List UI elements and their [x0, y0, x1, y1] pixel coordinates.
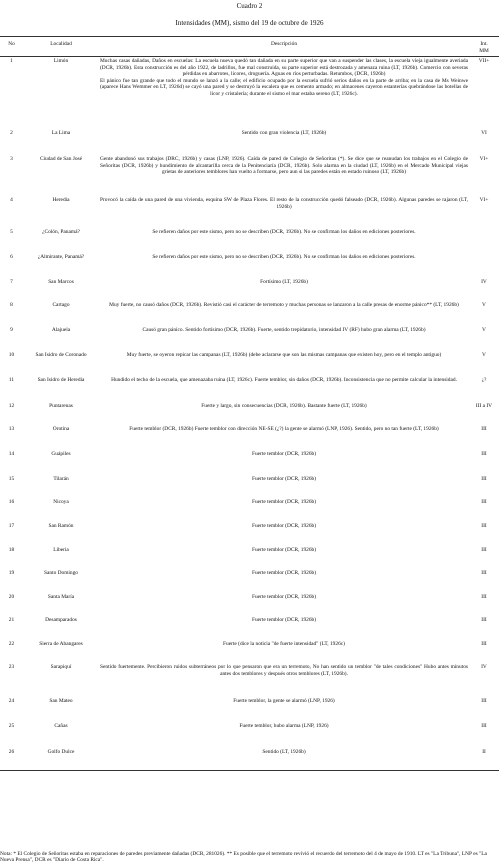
row-intensidad: III: [481, 570, 487, 576]
row-descripcion: Fuerte temblor, la gente se alarmó (LNP, 1926): [233, 698, 335, 704]
row-intensidad: IV: [481, 279, 487, 285]
row-number: 20: [8, 594, 15, 600]
row-intensidad: VII+: [478, 58, 490, 64]
table-row: [0, 400, 499, 423]
row-localidad: La Lima: [51, 130, 71, 136]
table-note: Nota: * El Colegio de Señoritas estaba en reparaciones de paredes previamente dañadas (DCR, 281026). ** Es posible que el terremoto revivió el recuerdo del terremoto del 4 de mayo de 1910. LT es "La Tribuna", LNP es "La Nueva Prensa", DCR es "Diario de Costa Rica".: [0, 851, 487, 864]
row-descripcion: Fuerte temblor (DCR, 1926b): [251, 570, 317, 576]
row-intensidad: III: [481, 451, 487, 457]
row-localidad: Nicoya: [53, 499, 69, 505]
row-localidad: San Isidro de Coronado: [35, 352, 87, 358]
table-row: [0, 324, 499, 349]
table-row: [0, 591, 499, 614]
row-number: 14: [8, 451, 15, 457]
table-row: [0, 473, 499, 496]
row-intensidad: III: [481, 523, 487, 529]
table-row: [0, 520, 499, 544]
row-localidad: Guápiles: [51, 451, 71, 457]
row-number: 17: [8, 523, 15, 529]
row-localidad: Puntarenas: [49, 403, 73, 409]
row-number: 26: [8, 749, 15, 755]
table-row: [0, 614, 499, 638]
row-localidad: Golfo Dulce: [47, 749, 75, 755]
row-intensidad: VI+: [479, 156, 489, 162]
row-intensidad: V: [482, 327, 486, 333]
row-number: 1: [10, 58, 13, 64]
row-number: 11: [8, 377, 15, 383]
row-number: 15: [8, 476, 15, 482]
row-localidad: Sarapiquí: [50, 664, 72, 670]
table-row: [0, 423, 499, 448]
row-intensidad: III: [481, 594, 487, 600]
row-localidad: Cañas: [54, 723, 68, 729]
row-descripcion: Muy fuerte, se oyeron repicar las campanas (LT, 1926b) (debe aclararse que son las mismas campanas que existen hoy, pero en el templo antiguo): [126, 352, 442, 358]
row-intensidad: III: [481, 426, 487, 432]
row-descripcion: Fuerte temblor (DCR, 1926b): [251, 523, 317, 529]
row-intensidad: III: [481, 723, 487, 729]
header-rule: [0, 56, 499, 57]
row-descripcion: Sentido fuertemente. Percibieron ruidos subterráneos por lo que pensaron que era un terremoto, No han sentido un temblor "de tales condiciones" Hubo antes minutos antes dos temblores y después otros temblores (LT, 1926b).: [100, 664, 468, 677]
row-descripcion: Gente abandonó sus trabajos (DRC, 1926b) y casas (LNP, 1926). Caída de pared de Colegio de Señoritas (*). Se dice que se reanudan los trabajos en el Colegio de Señoritas (DCR, 1926b) y hundimiento de alcantarilla cerca de la Penitenciaría (DCR, 1926b). Solo alarma en la ciudad (LT, 1926b) en el Mercado Municipal viejas grietas de anteriores temblores han vuelto a formarse, pero aun si las paredes están en estado ruinoso (LT, 1926b): [100, 156, 468, 176]
intensity-table: [0, 38, 499, 769]
row-descripcion: Fuerte temblor (DCR, 1926b): [251, 617, 317, 623]
row-localidad: Orotina: [52, 426, 70, 432]
table-row: [0, 349, 499, 374]
row-intensidad: III a IV: [475, 403, 493, 409]
top-rule: [0, 36, 499, 37]
row-number: 13: [8, 426, 15, 432]
table-caption-title: Intensidades (MM), sismo del 19 de octubre de 1926: [175, 19, 324, 27]
row-number: 4: [10, 197, 13, 203]
row-localidad: San Ramón: [48, 523, 74, 529]
row-descripcion: Fuerte temblor, hubo alarma (LNP, 1926): [239, 723, 329, 729]
table-row: [0, 695, 499, 720]
row-localidad: Heredia: [52, 197, 70, 203]
row-number: 24: [8, 698, 15, 704]
row-descripcion: Fuerte (dice la noticia "de fuerte intensidad" (LT, 1926c): [223, 641, 345, 647]
table-row: [0, 496, 499, 520]
row-number: 8: [10, 302, 13, 308]
table-row: [0, 276, 499, 299]
row-descripcion: Fuerte temblor (DCR, 1926b): [251, 594, 317, 600]
table-row: [0, 153, 499, 194]
row-localidad: Sierra de Abangares: [39, 641, 83, 647]
header-descripcion: Descripción: [270, 41, 298, 47]
row-number: 9: [10, 327, 13, 333]
table-row: [0, 194, 499, 226]
table-row: [0, 299, 499, 324]
row-descripcion: Muy fuerte, no causó daños (DCR, 1926b). Revistió casi el carácter de terremoto y muchas personas se lanzaron a la calle presas de enorme pánico** (LT, 1926b): [109, 302, 459, 308]
row-localidad: Ciudad de San José: [39, 156, 83, 162]
row-number: 18: [8, 547, 15, 553]
row-descripcion: Fortísimo (LT, 1926b): [260, 279, 308, 285]
row-localidad: Alajuela: [51, 327, 71, 333]
row-descripcion: Fuerte temblor (DCR, 1926b) Fuerte temblor con dirección NE-SE (¿?) la gente se alarmó (LNP, 1926). Sentido, pero no tan fuerte (LT, 1926b): [129, 426, 439, 432]
row-descripcion: Muchas casas dañadas, Daños en escuelas: La escuela nueva quedó tan dañada en su parte superior que van a suspender las clases, la escuela vieja igualmente averiada (DCR, 1926b). Esta construcción es del año 1922, de ladrillos, fue mal construida, su parte superior está destrozada y amenaza ruina (LT, 1926b). Comercio con severas pérdidas en abarrotes, licores, droguería. Aguas en ríos perturbadas. Retumbos, (DCR, 1926b) El pánico fue tan grande que todo el mundo se lanzó a la calle; el edificio ocupado por la escuela sufrió serios daños en la parte de arriba; en la casa de Ms Weinwe (aparece Hans Wemmer en LT, 1926d) se cayó una pared y se destruyó la escalera que es cemento armado; en almacenes cayeron estanterías quebrándose las botellas de licor y cristalería; durante el sismo el mar estaba sereno (LT, 1926c).: [100, 58, 468, 97]
row-localidad: Santo Domingo: [44, 570, 78, 576]
table-caption-number: Cuadro 2: [236, 2, 263, 10]
row-intensidad: ¿?: [481, 377, 487, 383]
row-intensidad: [469, 251, 499, 276]
row-localidad: San Isidro de Heredia: [37, 377, 85, 383]
row-intensidad: III: [481, 617, 487, 623]
row-number: 6: [10, 254, 13, 260]
row-intensidad: [469, 226, 499, 251]
row-descripcion: Fuerte temblor (DCR, 1926b): [251, 547, 317, 553]
bottom-rule: [0, 770, 499, 771]
table-row: [0, 567, 499, 591]
row-localidad: San Mateo: [49, 698, 73, 704]
row-number: 22: [8, 641, 15, 647]
row-intensidad: II: [482, 749, 486, 755]
row-intensidad: III: [481, 476, 487, 482]
row-descripcion: Fuerte temblor (DCR, 1926b): [251, 451, 317, 457]
row-number: 5: [10, 229, 13, 235]
table-row: [0, 638, 499, 661]
table-row: [0, 55, 499, 127]
header-no: No: [8, 41, 15, 47]
row-number: 16: [8, 499, 15, 505]
row-intensidad: III: [481, 641, 487, 647]
header-intensidad: Int. MM: [479, 41, 489, 54]
row-intensidad: V: [482, 302, 486, 308]
header-localidad: Localidad: [50, 41, 72, 47]
row-localidad: San Marcos: [48, 279, 74, 285]
row-descripcion: Provocó la caída de una pared de una vivienda, esquina SW de Plaza Flores. El resto de la construcción quedó falseado (DCR, 1926b). Algunas paredes se rajaron (LT, 1926b): [100, 197, 468, 210]
table-header-row: [0, 38, 499, 55]
table-row: [0, 374, 499, 400]
table-row: [0, 127, 499, 153]
row-localidad: Limón: [53, 58, 69, 64]
row-descripcion: Fuerte y largo, sin consecuencias (DCR, 1926b). Bastante fuerte (LT, 1926b): [201, 403, 367, 409]
row-intensidad: III: [481, 698, 487, 704]
row-localidad: Tilarán: [53, 476, 69, 482]
row-number: 7: [10, 279, 13, 285]
row-localidad: Desamparados: [45, 617, 77, 623]
row-number: 19: [8, 570, 15, 576]
row-intensidad: III: [481, 547, 487, 553]
row-number: 21: [8, 617, 15, 623]
row-number: 25: [8, 723, 15, 729]
table-row: [0, 226, 499, 251]
row-localidad: ¿Almirante, Panamá?: [37, 254, 85, 260]
row-localidad: Santa María: [47, 594, 75, 600]
row-localidad: Cartago: [52, 302, 70, 308]
row-intensidad: VI+: [479, 197, 489, 203]
row-number: 2: [10, 130, 13, 136]
table-row: [0, 720, 499, 746]
row-descripcion: Sentido (LT, 1926b): [262, 749, 306, 755]
row-descripcion: Sentido con gran violencia (LT, 1926b): [241, 130, 327, 136]
row-descripcion: Hundido el techo de la escuela, que amenazaba ruina (LT, 1926c). Fuerte temblor, sin daños (DCR, 1926b). Inconsistencia que no permite calcular la intensidad.: [111, 377, 457, 383]
table-row: [0, 661, 499, 695]
row-number: 23: [8, 664, 15, 670]
table-row: [0, 448, 499, 473]
row-number: 12: [8, 403, 15, 409]
row-descripcion: Se refieren daños por este sismo, pero no se describen (DCR, 1926b). No se confirman los daños en ediciones posteriores.: [152, 229, 416, 235]
row-intensidad: VI: [481, 130, 487, 136]
row-intensidad: IV: [481, 664, 487, 670]
table-row: [0, 746, 499, 769]
row-intensidad: V: [482, 352, 486, 358]
row-descripcion: Causó gran pánico. Sentido fortísimo (DCR, 1926b). Fuerte, sentido trepidatorio, intensidad IV (RF) hubo gran alarma (LT, 1926b): [142, 327, 426, 333]
table-row: [0, 544, 499, 567]
row-descripcion: Se refieren daños por este sismo, pero no se describen (DCR, 1926b). No se confirman los daños en ediciones posteriores.: [152, 254, 416, 260]
row-localidad: Liberia: [53, 547, 69, 553]
table-row: [0, 251, 499, 276]
row-number: 10: [8, 352, 15, 358]
row-descripcion: Fuerte temblor (DCR, 1926b): [251, 476, 317, 482]
table-body: [0, 55, 499, 769]
row-localidad: ¿Colón, Panamá?: [42, 229, 80, 235]
row-descripcion: Fuerte temblor (DCR, 1926b): [251, 499, 317, 505]
row-number: 3: [10, 156, 13, 162]
row-intensidad: III: [481, 499, 487, 505]
